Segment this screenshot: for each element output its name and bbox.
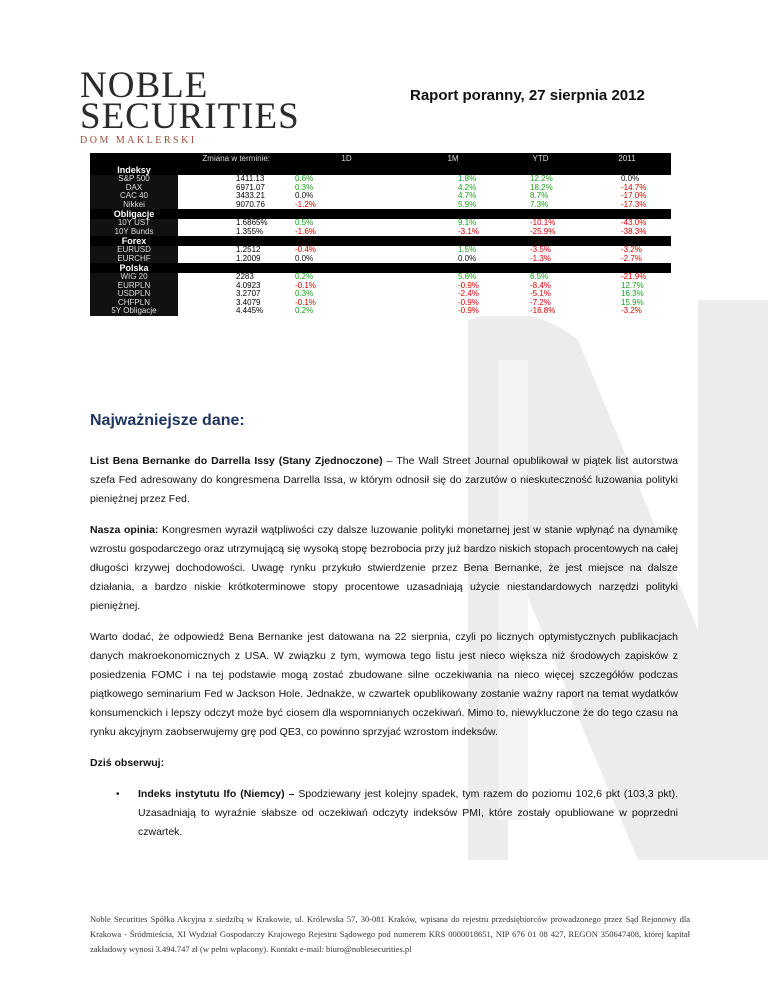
- table-section-row: [90, 209, 671, 219]
- change-1d: -0.1%: [285, 299, 408, 308]
- table-row: [90, 273, 671, 282]
- table-body: [90, 165, 671, 316]
- change-ytd: 6.5%: [498, 273, 583, 282]
- table-row: [90, 290, 671, 299]
- paragraph-note: Warto dodać, że odpowiedź Bena Bernanke jest datowana na 22 sierpnia, czyli po licznych optymistycznych publikacjach danych makroekonomicznych z USA. W związku z tym, wymowa tego listu jest nieco większa niż środowych zapisków z posiedzenia FOMC i na tej podstawie mogą zostać zbudowane silne oczekiwania na nieco więcej szczegółów podczas piątkowego seminarium Fed w Jackson Hole. Jednakże, w czwartek opublikowany zostanie ważny raport na temat wydatków konsumenckich i lepszy odczyt może być ciosem dla wspomnianych oczekiwań. Mimo to, niewykluczone że do tego czasu na rynku akcyjnym zaobserwujemy grę pod QE3, co powinno sprzyjać wzrostom indeksów.: [90, 631, 678, 738]
- table-gap: [178, 246, 208, 255]
- change-2011: -17.3%: [583, 201, 671, 210]
- table-row: [90, 192, 671, 201]
- change-1m: -0.9%: [408, 299, 498, 308]
- table-gap: [178, 282, 208, 291]
- change-ytd: -16.8%: [498, 307, 583, 316]
- table-section-row: [90, 165, 671, 175]
- list-item-ifo: [116, 785, 678, 842]
- change-2011: 12.7%: [583, 282, 671, 291]
- change-1m: 4.7%: [408, 192, 498, 201]
- paragraph-opinion-heading: Nasza opinia:: [90, 524, 159, 536]
- table-row: [90, 184, 671, 193]
- table-gap: [178, 255, 208, 264]
- table-gap: [178, 273, 208, 282]
- change-1m: -2.4%: [408, 290, 498, 299]
- change-ytd: -10.1%: [498, 219, 583, 228]
- change-ytd: -25.9%: [498, 228, 583, 237]
- paragraph-bernanke-letter: [90, 452, 678, 509]
- table-gap: [178, 192, 208, 201]
- change-1m: 5.9%: [408, 201, 498, 210]
- table-header-label: Zmiana w terminie:: [202, 154, 270, 163]
- main-content: [90, 412, 678, 842]
- change-2011: 0.0%: [583, 175, 671, 184]
- change-1d: -1.6%: [285, 228, 408, 237]
- instrument-value: 4.445%: [208, 307, 285, 316]
- change-ytd: -1.3%: [498, 255, 583, 264]
- table-row: [90, 282, 671, 291]
- instrument-name: WIG 20: [90, 273, 178, 282]
- change-1d: 0.6%: [285, 175, 408, 184]
- table-gap: [178, 307, 208, 316]
- change-1d: 0.2%: [285, 307, 408, 316]
- table-row: [90, 246, 671, 255]
- table-section-title: Polska: [119, 263, 149, 273]
- instrument-value: 2283: [208, 273, 285, 282]
- instrument-name: DAX: [90, 184, 178, 193]
- change-ytd: -8.4%: [498, 282, 583, 291]
- change-ytd: 18.2%: [498, 184, 583, 193]
- instrument-value: 1.2512: [208, 246, 285, 255]
- paragraph-bernanke-heading: List Bena Bernanke do Darrella Issy (Stany Zjednoczone): [90, 455, 383, 467]
- watch-title: [90, 754, 678, 773]
- report-title: Raport poranny, 27 sierpnia 2012: [410, 87, 645, 104]
- table-section-row: [90, 236, 671, 246]
- change-ytd: 7.3%: [498, 201, 583, 210]
- instrument-name: 5Y Obligacje: [90, 307, 178, 316]
- instrument-value: 3.2707: [208, 290, 285, 299]
- change-1m: 1.5%: [408, 246, 498, 255]
- table-gap: [178, 290, 208, 299]
- instrument-name: EURUSD: [90, 246, 178, 255]
- instrument-name: 10Y UST: [90, 219, 178, 228]
- logo-subtitle: DOM MAKLERSKI: [80, 135, 197, 146]
- instrument-name: EURPLN: [90, 282, 178, 291]
- change-1m: -0.9%: [408, 282, 498, 291]
- table-row: [90, 299, 671, 308]
- table-header-1m: 1M: [447, 154, 459, 163]
- change-1d: 0.5%: [285, 219, 408, 228]
- table-row: [90, 255, 671, 264]
- table-row: [90, 307, 671, 316]
- instrument-value: 4.0923: [208, 282, 285, 291]
- change-1m: 4.2%: [408, 184, 498, 193]
- instrument-value: 6971.07: [208, 184, 285, 193]
- table-row: [90, 175, 671, 184]
- table-section-title: Indeksy: [117, 165, 151, 175]
- instrument-value: 1.2009: [208, 255, 285, 264]
- change-2011: -21.9%: [583, 273, 671, 282]
- table-row: [90, 201, 671, 210]
- change-1d: 0.2%: [285, 273, 408, 282]
- paragraph-opinion: [90, 521, 678, 616]
- change-1d: -0.4%: [285, 246, 408, 255]
- list-item-ifo-heading: Indeks instytutu Ifo (Niemcy) –: [138, 788, 295, 800]
- bullet-icon: •: [116, 789, 120, 800]
- instrument-value: 3.4079: [208, 299, 285, 308]
- paragraph-opinion-text: Kongresmen wyraził wątpliwości czy dalsze luzowanie polityki monetarnej jest w stanie wpłynąć na dynamikę wzrostu gospodarczego oraz utrzymującą się wysoką stopę bezrobocia przy już bardzo niskich stopach procentowych na całej długości krzywej dochodowości. Uwagę rynku przykuło stwierdzenie przez Bena Bernanke, że jest miejsce na dalsze działania, a bardzo niskie krótkoterminowe stopy procentowe uzasadniają użycie niestandardowych narzędzi polityki pieniężnej.: [90, 524, 678, 612]
- table-header-1d: 1D: [341, 154, 352, 163]
- change-1d: 0.0%: [285, 255, 408, 264]
- table-gap: [178, 219, 208, 228]
- change-2011: -14.7%: [583, 184, 671, 193]
- change-2011: -38.3%: [583, 228, 671, 237]
- change-1m: -0.9%: [408, 307, 498, 316]
- logo-line-1: NOBLE: [80, 65, 209, 106]
- table-gap: [178, 299, 208, 308]
- change-1m: 0.0%: [408, 255, 498, 264]
- watch-title-text: Dziś obserwuj:: [90, 757, 165, 769]
- paragraph-bernanke-text: – The Wall Street Journal opublikował w piątek list autorstwa szefa Fed adresowany do kongresmena Darrella Issa, w którym odnosił się do zarzutów o nieskuteczność luzowania polityki pieniężnej przez Fed.: [90, 455, 679, 505]
- instrument-name: CAC 40: [90, 192, 178, 201]
- instrument-name: EURCHF: [90, 255, 178, 264]
- instrument-value: 9070.76: [208, 201, 285, 210]
- table-header-row: [90, 153, 671, 165]
- list-item-ifo-body: Spodziewany jest kolejny spadek, tym razem do poziomu 102,6 pkt (103,3 pkt). Uzasadniają to wyraźnie słabsze od oczekiwań odczyty indeksów PMI, które zostały opubliowane w poprzedni czwartek.: [138, 788, 678, 838]
- instrument-name: USDPLN: [90, 290, 178, 299]
- change-ytd: -3.5%: [498, 246, 583, 255]
- change-1m: 5.6%: [408, 273, 498, 282]
- change-1m: 1.8%: [408, 175, 498, 184]
- change-1m: 9.1%: [408, 219, 498, 228]
- change-ytd: -5.1%: [498, 290, 583, 299]
- logo-line-2: SECURITIES: [80, 96, 300, 137]
- table-row: [90, 228, 671, 237]
- change-ytd: -7.2%: [498, 299, 583, 308]
- change-1d: 0.0%: [285, 192, 408, 201]
- table-header-2011: 2011: [618, 154, 636, 163]
- table-header-ytd: YTD: [532, 154, 549, 163]
- change-2011: -43.0%: [583, 219, 671, 228]
- change-1d: 0.3%: [285, 290, 408, 299]
- change-2011: -17.0%: [583, 192, 671, 201]
- instrument-value: 3433.21: [208, 192, 285, 201]
- table-section-row: [90, 263, 671, 273]
- change-ytd: 12.2%: [498, 175, 583, 184]
- instrument-name: CHFPLN: [90, 299, 178, 308]
- table-gap: [178, 228, 208, 237]
- table-section-title: Forex: [121, 236, 147, 246]
- change-ytd: 8.7%: [498, 192, 583, 201]
- change-2011: -3.2%: [583, 246, 671, 255]
- company-logo: [80, 65, 300, 146]
- market-table: [90, 153, 671, 316]
- table-row: [90, 219, 671, 228]
- table-gap: [178, 201, 208, 210]
- instrument-name: Nikkei: [90, 201, 178, 210]
- change-2011: 16.3%: [583, 290, 671, 299]
- list-item-ifo-text: [138, 785, 678, 842]
- table-gap: [178, 175, 208, 184]
- instrument-value: 1.6865%: [208, 219, 285, 228]
- change-1d: -0.1%: [285, 282, 408, 291]
- table-section-title: Obligacje: [113, 209, 155, 219]
- instrument-value: 1.355%: [208, 228, 285, 237]
- change-2011: -2.7%: [583, 255, 671, 264]
- footer-legal-text: Noble Securities Spółka Akcyjna z siedzibą w Krakowie, ul. Królewska 57, 30-081 Kraków, wpisana do rejestru przedsiębiorców prowadzonego przez Sąd Rejonowy dla Krakowa - Śródmieścia, XI Wydział Gospodarczy Krajowego Rejestru Sądowego pod numerem KRS 0000018651, NIP 676 01 08 427, REGON 350647408, której kapitał zakładowy wynosi 3.494.747 zł (w pełni wpłacony). Kontakt e-mail: biuro@noblesecurities.pl: [90, 914, 690, 954]
- change-1m: -3.1%: [408, 228, 498, 237]
- change-2011: -3.2%: [583, 307, 671, 316]
- instrument-name: S&P 500: [90, 175, 178, 184]
- change-2011: 15.9%: [583, 299, 671, 308]
- instrument-value: 1411.13: [208, 175, 285, 184]
- change-1d: 0.3%: [285, 184, 408, 193]
- change-1d: -1.2%: [285, 201, 408, 210]
- table-gap: [178, 184, 208, 193]
- section-title-key-data: Najważniejsze dane:: [90, 412, 245, 429]
- instrument-name: 10Y Bunds: [90, 228, 178, 237]
